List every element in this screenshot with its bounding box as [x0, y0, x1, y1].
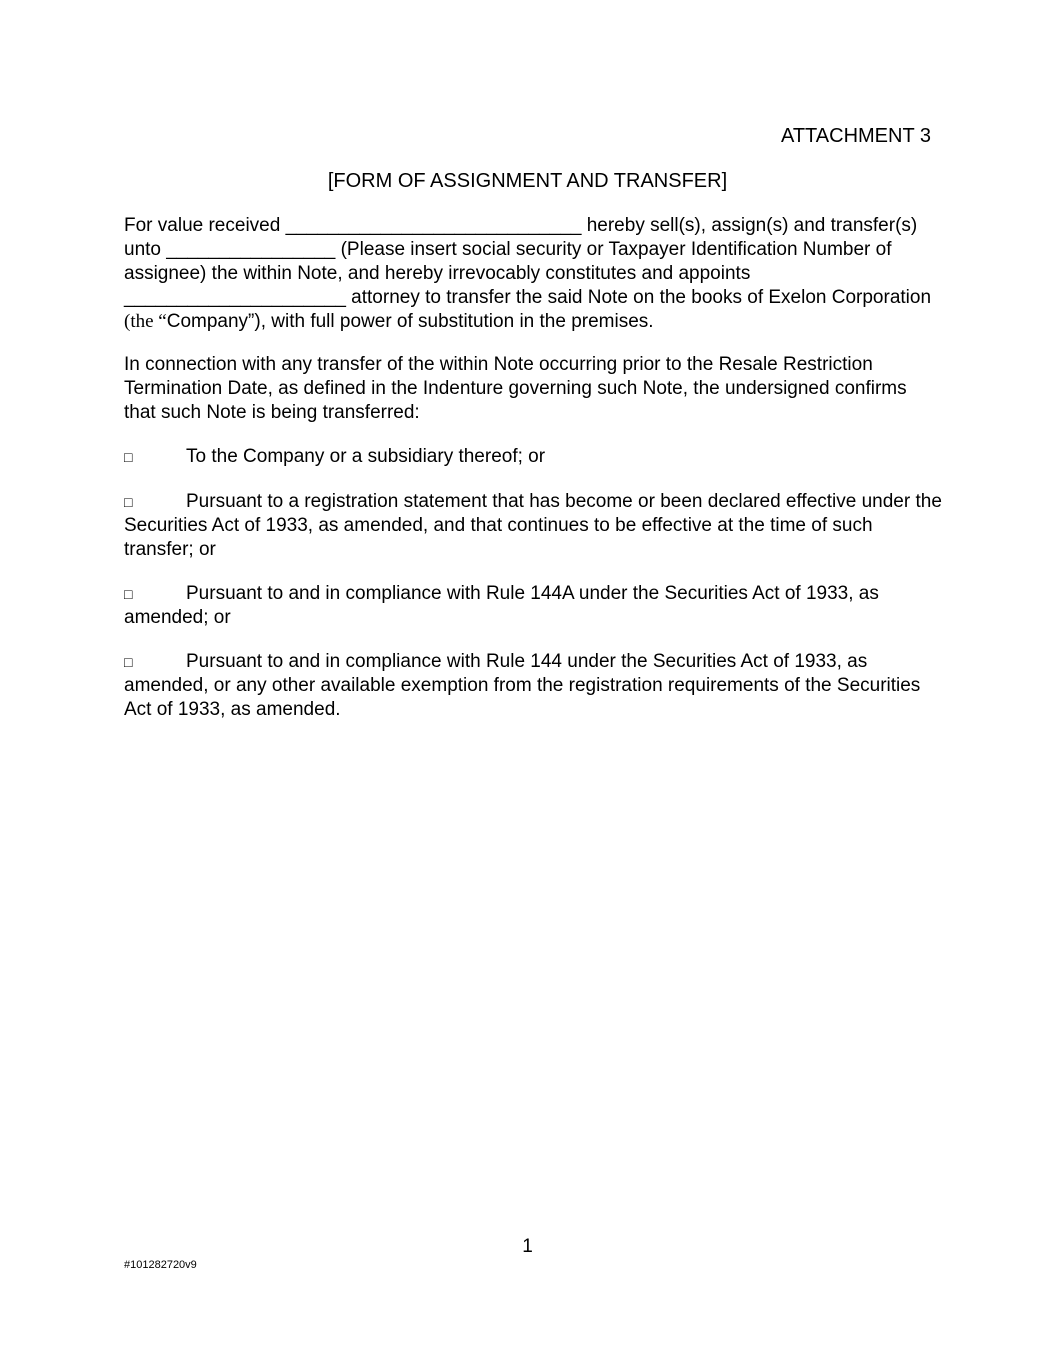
checkbox-company[interactable]: □	[124, 449, 133, 465]
checkbox-rule-144[interactable]: □	[124, 654, 133, 670]
assignment-line-5	[124, 310, 924, 334]
option-text: Pursuant to and in compliance with Rule 144A under the Securities Act of 1933, as	[186, 583, 879, 604]
assignment-paragraph	[124, 214, 932, 334]
assignment-line-1: For value received ____________________________ hereby sell(s), assign(s) and transfer(s)	[124, 215, 918, 236]
connection-line-2: Termination Date, as defined in the Indenture governing such Note, the undersigned confirms	[124, 378, 907, 399]
option-text: amended, or any other available exemption from the registration requirements of the Securities	[124, 675, 921, 696]
assignment-line-4: _____________________ attorney to transfer the said Note on the books of Exelon Corporation	[124, 287, 932, 308]
connection-line-3: that such Note is being transferred:	[124, 402, 420, 423]
attachment-label: ATTACHMENT 3	[780, 125, 931, 147]
option-text: amended; or	[124, 607, 231, 628]
option-text: transfer; or	[124, 539, 216, 560]
transfer-option-company	[124, 445, 924, 469]
option-text: Pursuant to and in compliance with Rule 144 under the Securities Act of 1933, as	[186, 651, 868, 672]
checkbox-rule-144a[interactable]: □	[124, 586, 133, 602]
company-definition-rest: Company”), with full power of substitution in the premises.	[166, 311, 654, 332]
assignment-line-3: assignee) the within Note, and hereby irrevocably constitutes and appoints	[124, 263, 751, 284]
connection-paragraph	[124, 353, 924, 425]
option-text: To the Company or a subsidiary thereof; or	[186, 446, 546, 467]
transfer-option-registration-statement	[124, 490, 942, 562]
option-text: Act of 1933, as amended.	[124, 699, 341, 720]
transfer-option-rule-144a	[124, 582, 924, 630]
assignment-line-2: unto ________________ (Please insert social security or Taxpayer Identification Number of	[124, 239, 892, 260]
option-text: Securities Act of 1933, as amended, and that continues to be effective at the time of such	[124, 515, 873, 536]
connection-line-1: In connection with any transfer of the within Note occurring prior to the Resale Restriction	[124, 354, 873, 375]
checkbox-registration-statement[interactable]: □	[124, 494, 133, 510]
company-definition-prefix: (the “	[124, 311, 167, 332]
document-id: #101282720v9	[124, 1259, 197, 1271]
transfer-option-rule-144	[124, 650, 924, 722]
option-text: Pursuant to a registration statement that has become or been declared effective under the	[186, 491, 942, 512]
page-number: 1	[522, 1236, 533, 1257]
form-title: [FORM OF ASSIGNMENT AND TRANSFER]	[327, 170, 728, 192]
